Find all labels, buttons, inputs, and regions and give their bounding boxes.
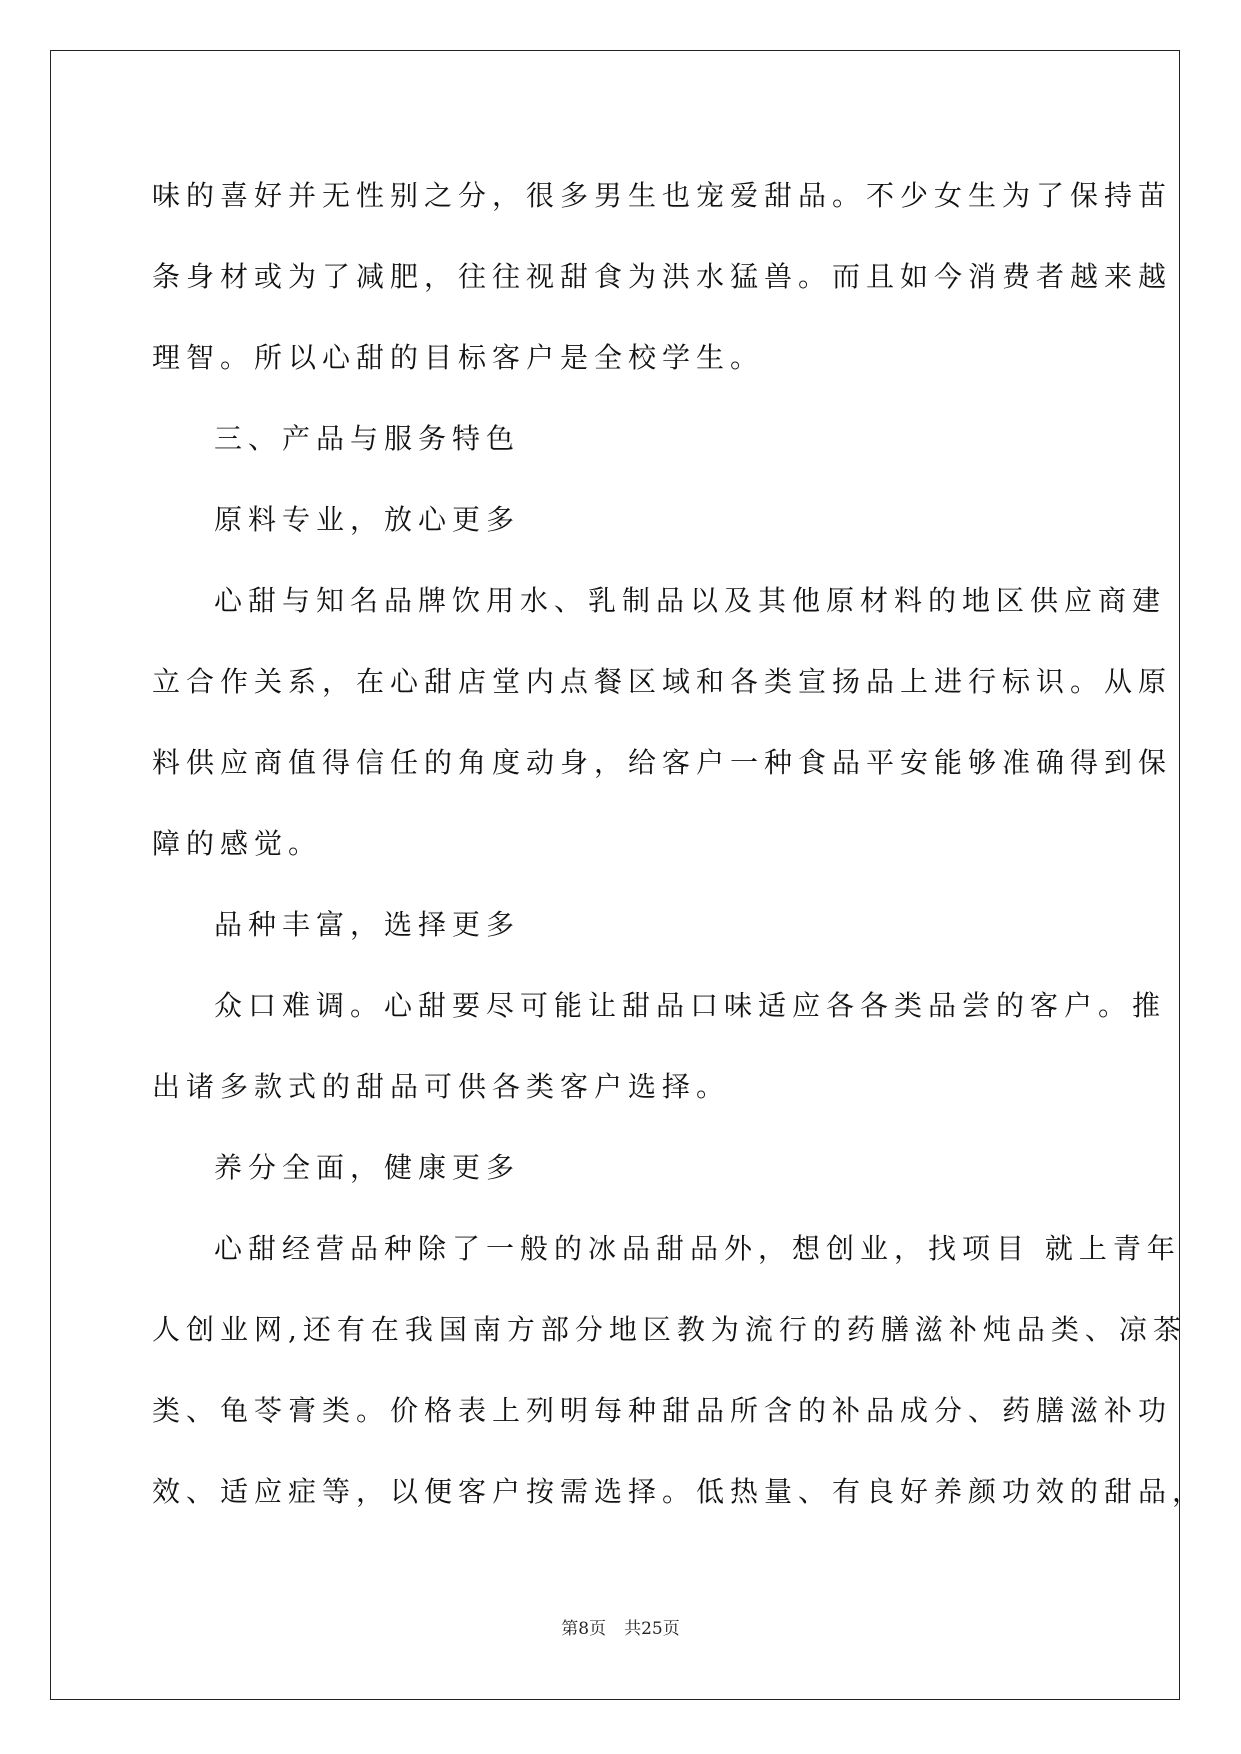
subheading: 养分全面，健康更多 — [214, 1151, 521, 1184]
subheading: 品种丰富，选择更多 — [214, 908, 521, 941]
subheading: 原料专业，放心更多 — [214, 503, 521, 536]
text-line: 味的喜好并无性别之分，很多男生也宠爱甜品。不少女生为了保持苗 — [152, 179, 1173, 212]
text-line: 心甜与知名品牌饮用水、乳制品以及其他原材料的地区供应商建 — [214, 584, 1167, 617]
page-number: 第8页 — [561, 1619, 607, 1639]
text-line: 障的感觉。 — [152, 827, 323, 860]
section-heading: 三、产品与服务特色 — [214, 422, 521, 455]
page-total: 共25页 — [624, 1619, 680, 1639]
text-line: 条身材或为了减肥，往往视甜食为洪水猛兽。而且如今消费者越来越 — [152, 260, 1173, 293]
text-line: 理智。所以心甜的目标客户是全校学生。 — [152, 341, 765, 374]
page-footer — [0, 1614, 1241, 1639]
text-line: 出诸多款式的甜品可供各类客户选择。 — [152, 1070, 731, 1103]
text-line: 料供应商值得信任的角度动身，给客户一种食品平安能够准确得到保 — [152, 746, 1173, 779]
text-line: 类、龟苓膏类。价格表上列明每种甜品所含的补品成分、药膳滋补功 — [152, 1394, 1173, 1427]
text-line: 人创业网,还有在我国南方部分地区教为流行的药膳滋补炖品类、凉茶 — [152, 1313, 1187, 1346]
text-line: 效、适应症等，以便客户按需选择。低热量、有良好养颜功效的甜品， — [152, 1475, 1207, 1508]
text-line: 立合作关系，在心甜店堂内点餐区域和各类宣扬品上进行标识。从原 — [152, 665, 1173, 698]
text-line: 心甜经营品种除了一般的冰品甜品外，想创业，找项目 就上青年 — [214, 1232, 1181, 1265]
text-line: 众口难调。心甜要尽可能让甜品口味适应各各类品尝的客户。推 — [214, 989, 1167, 1022]
document-body — [152, 155, 1207, 1532]
